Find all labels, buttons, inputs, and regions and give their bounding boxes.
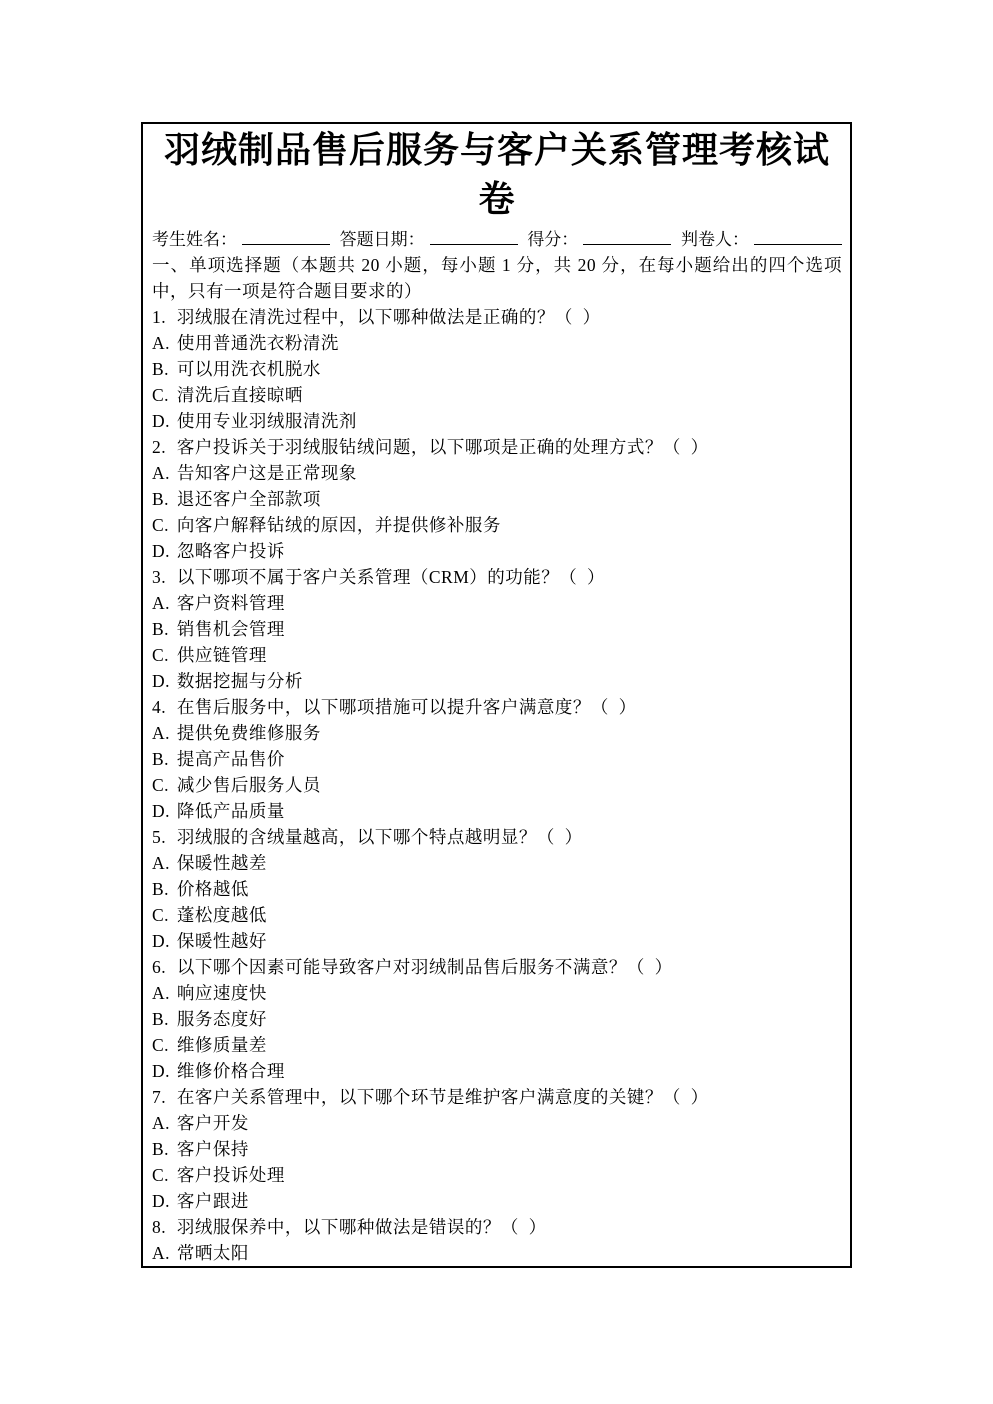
question-line xyxy=(152,564,842,590)
option-line xyxy=(152,590,842,616)
option-text: 保暖性越差 xyxy=(176,853,267,873)
option-line xyxy=(152,408,842,434)
option-text: 常晒太阳 xyxy=(176,1243,249,1263)
option-text: 服务态度好 xyxy=(176,1009,267,1029)
option-text: 维修质量差 xyxy=(176,1035,267,1055)
option-line xyxy=(152,1032,842,1058)
question-text: 在客户关系管理中，以下哪个环节是维护客户满意度的关键？（ ） xyxy=(176,1087,709,1107)
question-text: 羽绒服在清洗过程中，以下哪种做法是正确的？（ ） xyxy=(176,307,601,327)
option-text: 降低产品质量 xyxy=(176,801,285,821)
question-text: 羽绒服的含绒量越高，以下哪个特点越明显？（ ） xyxy=(176,827,583,847)
fill-in-blank-grader xyxy=(754,229,842,245)
option-label: D. xyxy=(152,801,171,821)
option-text: 响应速度快 xyxy=(176,983,267,1003)
meta-field-grader xyxy=(681,227,842,252)
option-line xyxy=(152,1110,842,1136)
option-label: C. xyxy=(152,1165,170,1185)
option-line xyxy=(152,642,842,668)
option-line xyxy=(152,1188,842,1214)
fill-in-blank-score xyxy=(583,229,671,245)
option-line xyxy=(152,538,842,564)
meta-field-name xyxy=(152,227,330,252)
option-label: B. xyxy=(152,619,170,639)
question-line xyxy=(152,304,842,330)
option-line xyxy=(152,512,842,538)
option-line xyxy=(152,1136,842,1162)
option-label: D. xyxy=(152,931,171,951)
option-line xyxy=(152,1240,842,1266)
fill-in-blank-date xyxy=(430,229,518,245)
option-label: A. xyxy=(152,1113,171,1133)
option-line xyxy=(152,1006,842,1032)
question-line xyxy=(152,954,842,980)
meta-label-name: 考生姓名： xyxy=(152,230,237,249)
option-label: B. xyxy=(152,359,170,379)
option-line xyxy=(152,746,842,772)
option-text: 蓬松度越低 xyxy=(176,905,267,925)
option-label: B. xyxy=(152,1139,170,1159)
question-line xyxy=(152,434,842,460)
meta-label-grader: 判卷人： xyxy=(680,230,749,249)
question-line xyxy=(152,694,842,720)
exam-paper xyxy=(141,122,852,1268)
question-number: 1. xyxy=(152,307,167,327)
option-label: D. xyxy=(152,1191,171,1211)
option-label: A. xyxy=(152,333,171,353)
question-text: 以下哪项不属于客户关系管理（CRM）的功能？（ ） xyxy=(176,567,606,587)
option-label: A. xyxy=(152,1243,171,1263)
option-line xyxy=(152,356,842,382)
option-line xyxy=(152,720,842,746)
option-text: 提供免费维修服务 xyxy=(176,723,321,743)
option-label: A. xyxy=(152,463,171,483)
option-line xyxy=(152,382,842,408)
question-number: 5. xyxy=(152,827,167,847)
option-text: 使用专业羽绒服清洗剂 xyxy=(176,411,357,431)
option-label: C. xyxy=(152,385,170,405)
question-line xyxy=(152,1084,842,1110)
option-text: 客户投诉处理 xyxy=(176,1165,285,1185)
option-text: 客户保持 xyxy=(176,1139,249,1159)
option-label: B. xyxy=(152,489,170,509)
option-line xyxy=(152,850,842,876)
option-label: D. xyxy=(152,411,171,431)
option-text: 忽略客户投诉 xyxy=(176,541,285,561)
option-text: 价格越低 xyxy=(176,879,249,899)
option-text: 客户开发 xyxy=(176,1113,249,1133)
meta-field-date xyxy=(340,227,518,252)
meta-label-score: 得分： xyxy=(527,230,579,249)
question-text: 在售后服务中，以下哪项措施可以提升客户满意度？（ ） xyxy=(176,697,637,717)
option-line xyxy=(152,1058,842,1084)
option-label: C. xyxy=(152,905,170,925)
option-label: C. xyxy=(152,645,170,665)
meta-label-date: 答题日期： xyxy=(339,230,425,249)
option-label: C. xyxy=(152,775,170,795)
option-text: 使用普通洗衣粉清洗 xyxy=(176,333,339,353)
question-number: 8. xyxy=(152,1217,167,1237)
option-text: 可以用洗衣机脱水 xyxy=(176,359,321,379)
option-line xyxy=(152,616,842,642)
option-label: A. xyxy=(152,853,171,873)
question-text: 以下哪个因素可能导致客户对羽绒制品售后服务不满意？（ ） xyxy=(176,957,673,977)
option-label: D. xyxy=(152,671,171,691)
option-text: 数据挖掘与分析 xyxy=(176,671,303,691)
meta-row xyxy=(152,227,842,252)
question-text: 客户投诉关于羽绒服钻绒问题，以下哪项是正确的处理方式？（ ） xyxy=(176,437,709,457)
option-text: 告知客户这是正常现象 xyxy=(176,463,357,483)
option-label: A. xyxy=(152,593,171,613)
question-number: 3. xyxy=(152,567,167,587)
option-line xyxy=(152,876,842,902)
question-number: 6. xyxy=(152,957,167,977)
question-text: 羽绒服保养中，以下哪种做法是错误的？（ ） xyxy=(176,1217,547,1237)
option-label: A. xyxy=(152,983,171,1003)
option-text: 供应链管理 xyxy=(176,645,267,665)
option-line xyxy=(152,772,842,798)
option-label: C. xyxy=(152,1035,170,1055)
option-line xyxy=(152,902,842,928)
meta-field-score xyxy=(527,227,671,252)
question-number: 4. xyxy=(152,697,167,717)
option-text: 客户资料管理 xyxy=(176,593,285,613)
option-line xyxy=(152,668,842,694)
option-label: D. xyxy=(152,1061,171,1081)
option-label: C. xyxy=(152,515,170,535)
option-line xyxy=(152,330,842,356)
option-text: 清洗后直接晾晒 xyxy=(176,385,303,405)
option-line xyxy=(152,486,842,512)
option-label: B. xyxy=(152,1009,170,1029)
option-text: 提高产品售价 xyxy=(176,749,285,769)
option-line xyxy=(152,1162,842,1188)
exam-title: 羽绒制品售后服务与客户关系管理考核试卷 xyxy=(163,130,830,219)
option-text: 客户跟进 xyxy=(176,1191,249,1211)
option-label: B. xyxy=(152,749,170,769)
question-line xyxy=(152,824,842,850)
option-text: 销售机会管理 xyxy=(176,619,285,639)
question-line xyxy=(152,1214,842,1240)
fill-in-blank-name xyxy=(242,229,330,245)
option-text: 减少售后服务人员 xyxy=(176,775,321,795)
option-text: 保暖性越好 xyxy=(176,931,267,951)
question-number: 7. xyxy=(152,1087,167,1107)
option-line xyxy=(152,928,842,954)
question-number: 2. xyxy=(152,437,167,457)
option-label: D. xyxy=(152,541,171,561)
option-text: 维修价格合理 xyxy=(176,1061,285,1081)
option-line xyxy=(152,980,842,1006)
option-text: 退还客户全部款项 xyxy=(176,489,321,509)
option-text: 向客户解释钻绒的原因，并提供修补服务 xyxy=(176,515,501,535)
option-line xyxy=(152,798,842,824)
option-label: A. xyxy=(152,723,171,743)
questions-container xyxy=(152,304,842,1266)
option-label: B. xyxy=(152,879,170,899)
option-line xyxy=(152,460,842,486)
section-heading: 一、单项选择题（本题共 20 小题，每小题 1 分，共 20 分，在每小题给出的四个选项中，只有一项是符合题目要求的） xyxy=(152,255,842,301)
